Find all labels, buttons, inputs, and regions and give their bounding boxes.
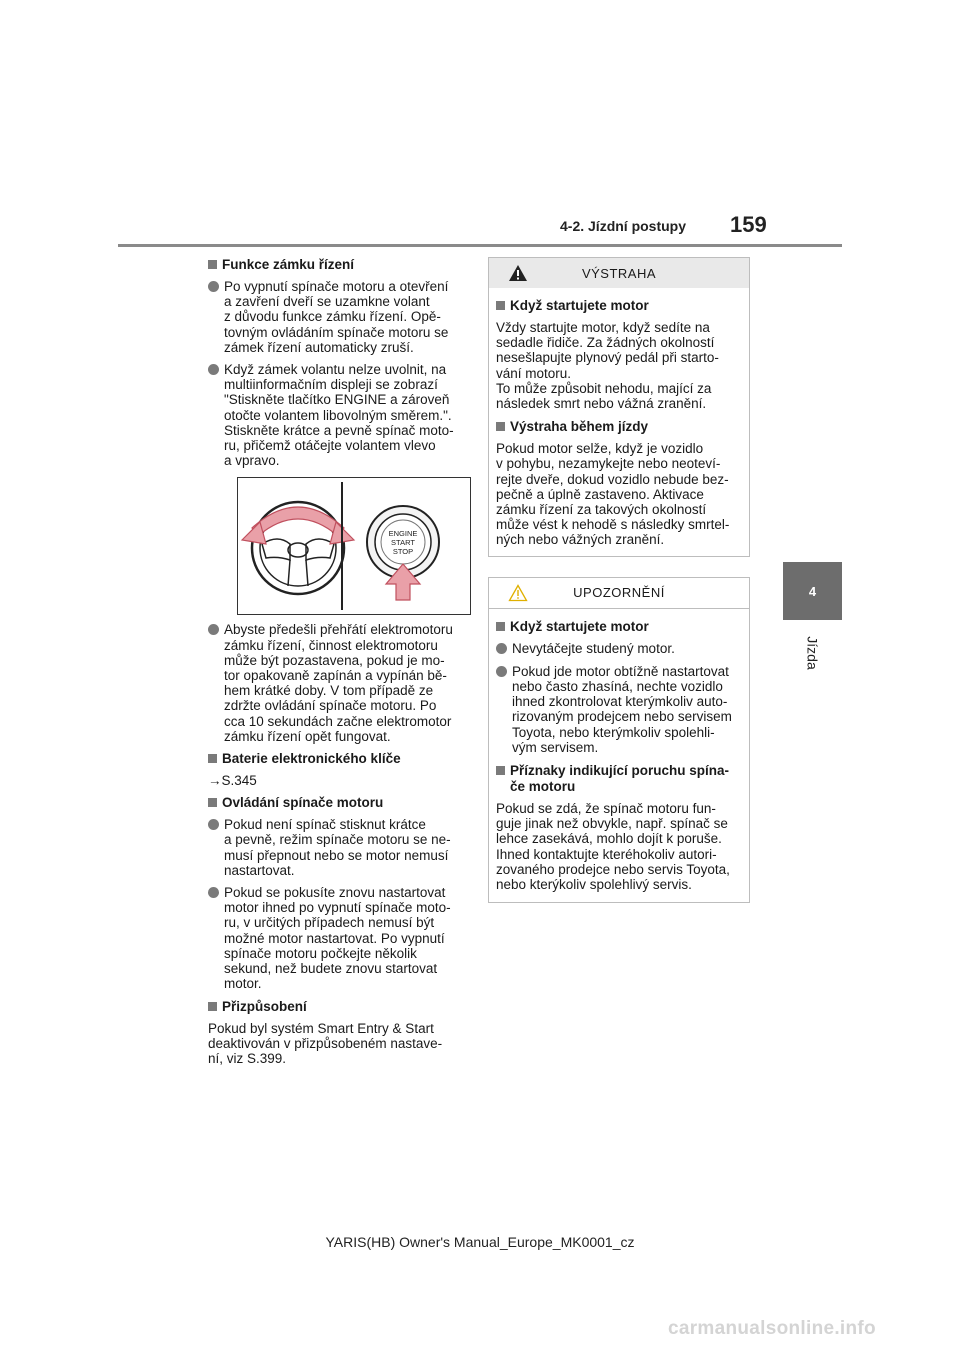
button-text-start: START — [391, 538, 415, 548]
page-reference-link[interactable]: →S.345 — [208, 773, 257, 789]
notice-bullet-1: Nevytáčejte studený motor. — [496, 641, 743, 656]
watermark-logo: carmanualsonline.info — [668, 1318, 876, 1339]
notice-triangle-icon — [508, 584, 528, 602]
bullet-steering-lock-2: Když zámek volantu nelze uvolnit, na multiinformačním displeji se zobrazí "Stiskněte tlačítko ENGINE a zároveň otočte volantem libovolným směrem.". Stiskněte krátce a pevně spínač moto- ru, přičemž otáčejte volantem vlevo a vpravo. — [208, 362, 470, 468]
notice-text-malfunction: Pokud se zdá, že spínač motoru fun- guje jinak než obvykle, např. spínač se lehce zasekává, mohlo dojít k poruše. Ihned kontaktujte kteréhokoliv autori- zovaného prodejce nebo servis Toyota, nebo kterýkoliv spolehlivý servis. — [496, 801, 730, 893]
customization-text: Pokud byl systém Smart Entry & Start deaktivován v přizpůsobeném nastave- ní, viz S.399. — [208, 1020, 443, 1066]
bullet-steering-lock-1: Po vypnutí spínače motoru a otevření a zavření dveří se uzamkne volant z důvodu funkce zámku řízení. Opě- tovným ovládáním spínače motoru se zámek řízení automaticky zruší. — [208, 279, 470, 355]
chapter-tab — [783, 562, 842, 620]
notice-heading: UPOZORNĚNÍ — [573, 585, 665, 601]
notice-section-title-malfunction: Příznaky indikující poruchu spína- če motoru — [496, 763, 743, 795]
bullet-engine-switch-2: Pokud se pokusíte znovu nastartovat motor ihned po vypnutí spínače moto- ru, v určitých případech nemusí být možné motor nastartovat. Po vypnutí spínače motoru počkejte několik sekund, než budete znovu startovat motor. — [208, 885, 470, 991]
notice-box — [488, 577, 750, 904]
warning-text-driving: Pokud motor selže, když je vozidlo v pohybu, nezamykejte nebo neoteví- rejte dveře, dokud vozidlo nebude bez- pečně a úplně zastaveno. Aktivace zámku řízení za takových okolností může vést k nehodě s následky smrtel- ných nebo vážných zranění. — [496, 441, 730, 548]
page-number: 159 — [730, 212, 767, 237]
bullet-steering-lock-3: Abyste předešli přehřátí elektromotoru zámku řízení, činnost elektromotoru může být pozastavena, pokud je mo- tor opakovaně zapínán a vypínán bě- hem krátké doby. V tom případě ze zdržte ovládání spínače motoru. Po cca 10 sekundách začne elektromotor zámku řízení opět fungovat. — [208, 622, 470, 744]
steering-illustration — [237, 477, 471, 615]
section-title-customization: Přizpůsobení — [208, 999, 470, 1015]
button-text-stop: STOP — [392, 547, 414, 557]
chapter-label: Jízda — [804, 636, 821, 670]
warning-section-title-driving: Výstraha během jízdy — [496, 419, 743, 435]
warning-box — [488, 257, 750, 557]
warning-heading: VÝSTRAHA — [581, 265, 657, 281]
chapter-number: 4 — [808, 583, 817, 599]
chapter-side-label — [783, 628, 842, 678]
section-header: 4-2. Jízdní postupy — [560, 218, 687, 234]
section-title-key-battery: Baterie elektronického klíče — [208, 751, 470, 767]
header-divider — [118, 244, 842, 247]
left-column — [208, 257, 470, 1073]
right-column — [488, 257, 750, 903]
section-title-steering-lock: Funkce zámku řízení — [208, 257, 470, 273]
warning-triangle-icon — [508, 264, 528, 282]
notice-header — [489, 578, 749, 609]
button-text-engine: ENGINE — [388, 529, 418, 539]
rotate-arrow-icon — [242, 507, 354, 544]
notice-section-title-start: Když startujete motor — [496, 619, 743, 635]
bullet-engine-switch-1: Pokud není spínač stisknut krátce a pevně, režim spínače motoru se ne- musí přepnout nebo se motor nemusí nastartovat. — [208, 817, 470, 878]
warning-text-start: Vždy startujte motor, když sedíte na sedadle řidiče. Za žádných okolností nesešlapujte plynový pedál při starto- vání motoru. To může způsobit nehodu, mající za následek smrt nebo vážná zranění. — [496, 320, 719, 412]
warning-header — [489, 258, 749, 288]
notice-bullet-2: Pokud jde motor obtížně nastartovat nebo často zhasíná, nechte vozidlo ihned zkontrolovat kterýmkoliv auto- rizovaným prodejcem nebo servisem Toyota, nebo kterýmkoliv spolehli- vým servisem. — [496, 664, 743, 755]
section-title-engine-switch: Ovládání spínače motoru — [208, 795, 470, 811]
warning-section-title-start: Když startujete motor — [496, 298, 743, 314]
footer-text: YARIS(HB) Owner's Manual_Europe_MK0001_cz — [325, 1234, 635, 1250]
